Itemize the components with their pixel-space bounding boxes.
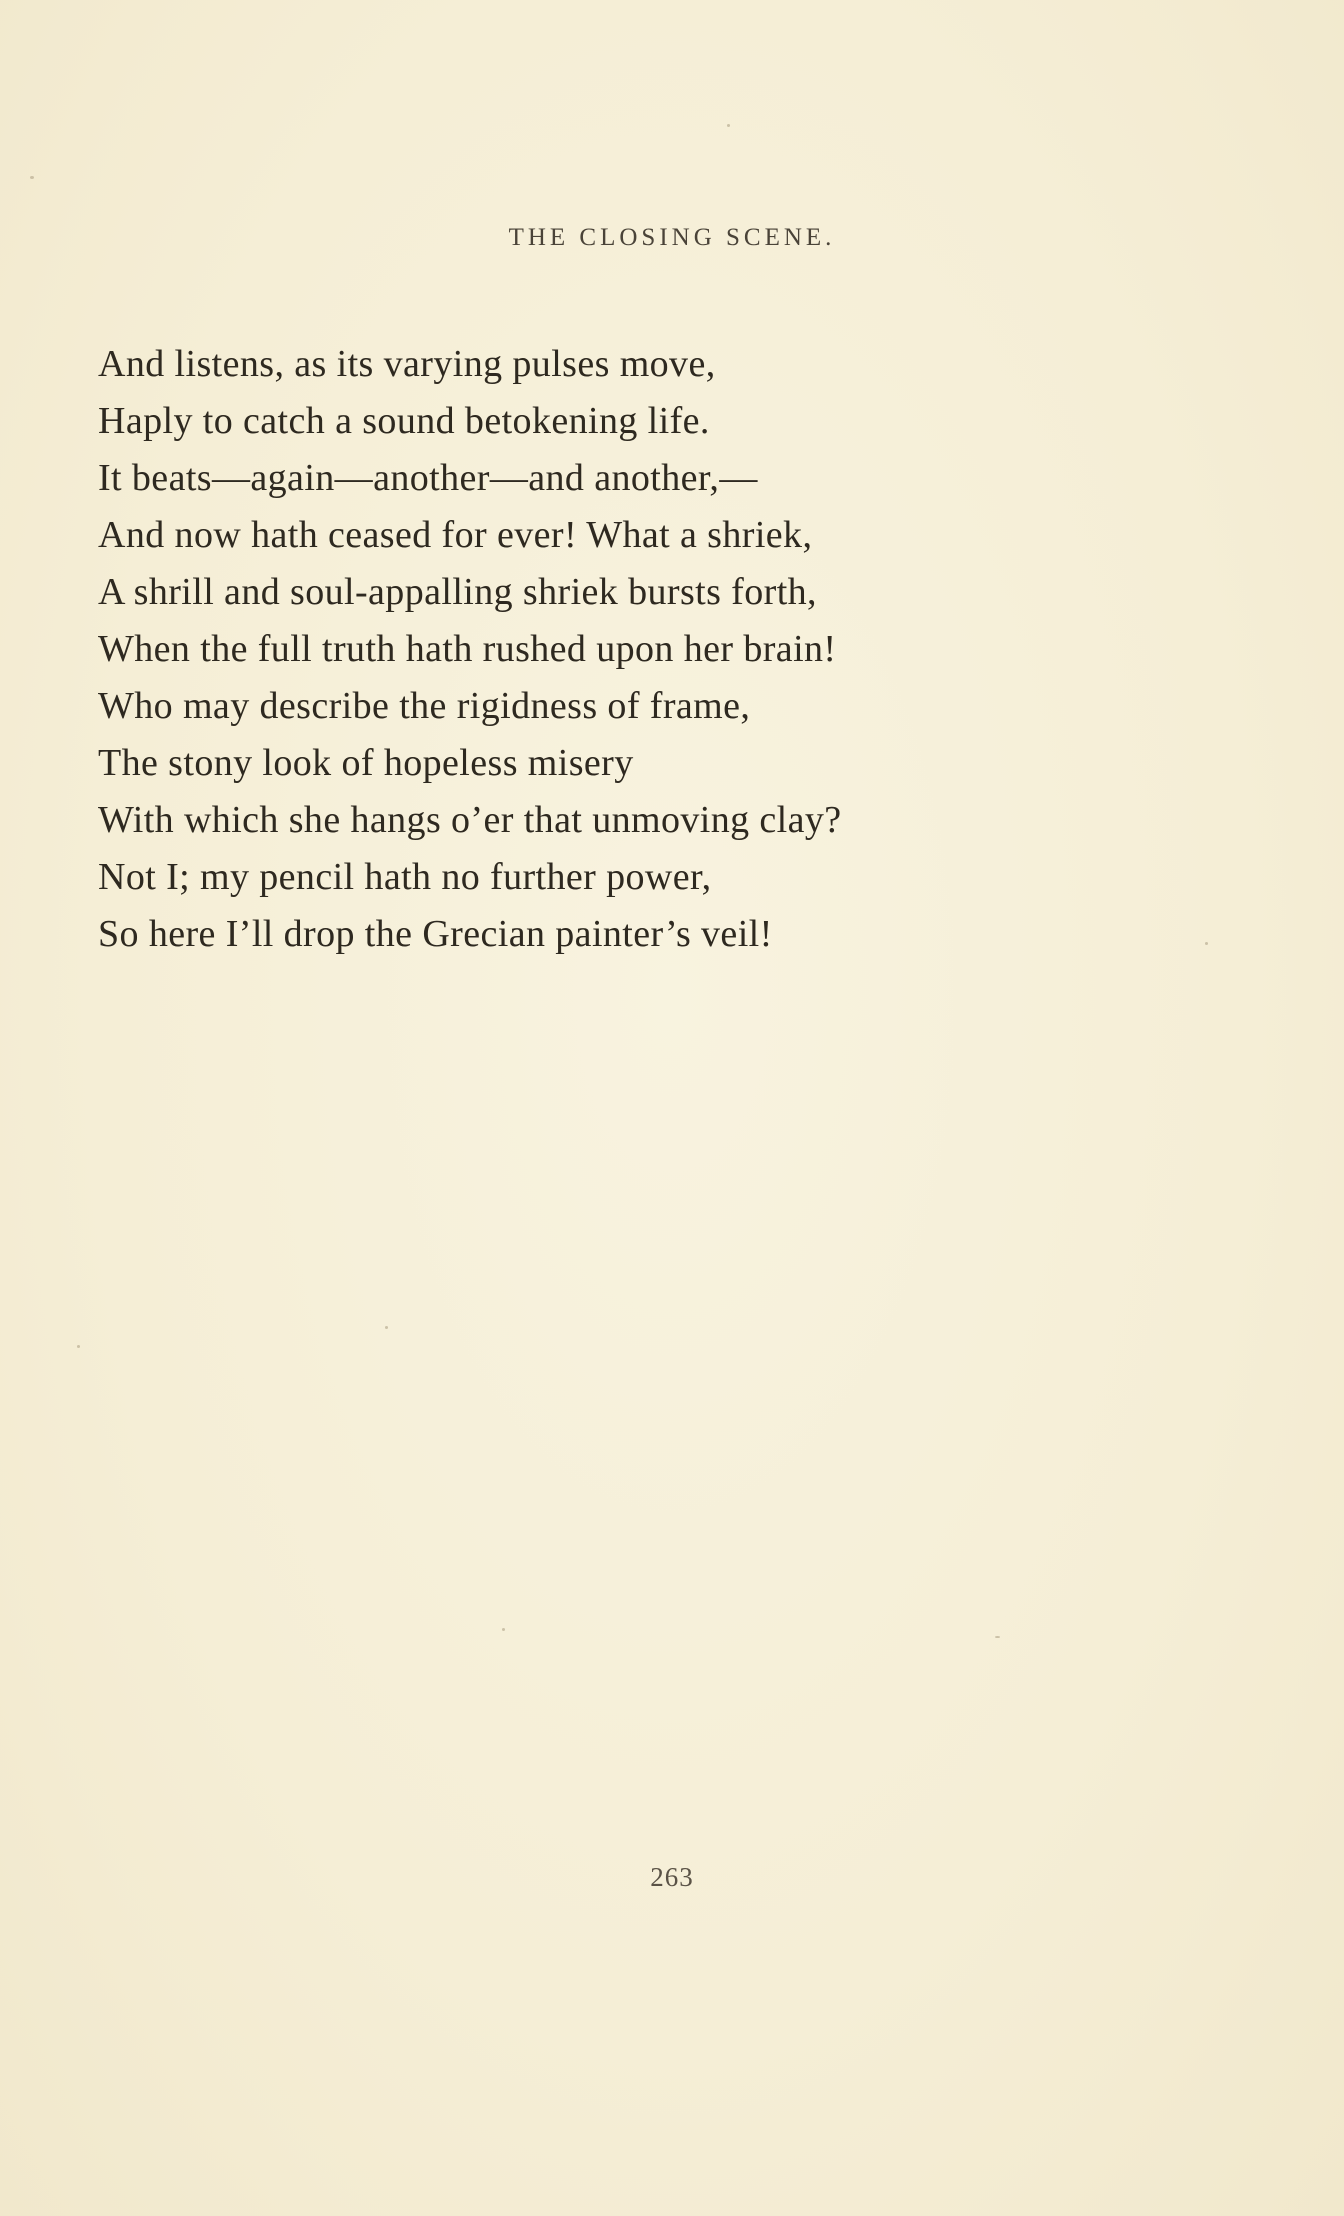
poem-line: And now hath ceased for ever! What a shriek,: [98, 514, 813, 556]
paper-speck: [727, 124, 730, 127]
running-head: THE CLOSING SCENE.: [508, 224, 836, 251]
poem-stanza: [98, 336, 1248, 963]
paper-speck: [385, 1326, 388, 1329]
poem-line: With which she hangs o’er that unmoving clay?: [98, 799, 842, 841]
page-number: 263: [650, 1862, 694, 1892]
poem-line: It beats—again—another—and another,—: [98, 457, 758, 499]
poem-line: The stony look of hopeless misery: [98, 742, 634, 784]
paper-speck: [502, 1628, 505, 1631]
poem-line: So here I’ll drop the Grecian painter’s veil!: [98, 913, 773, 955]
poem-line: When the full truth hath rushed upon her brain!: [98, 628, 837, 670]
poem-line: Not I; my pencil hath no further power,: [98, 856, 712, 898]
poem-line: Who may describe the rigidness of frame,: [98, 685, 751, 727]
paper-speck: [1205, 942, 1208, 945]
poem-line: And listens, as its varying pulses move,: [98, 343, 716, 385]
paper-speck: [77, 1345, 80, 1348]
poem-line: A shrill and soul-appalling shriek bursts forth,: [98, 571, 817, 613]
paper-speck: [30, 176, 34, 179]
poem-line: Haply to catch a sound betokening life.: [98, 400, 710, 442]
paper-speck: [995, 1636, 1000, 1638]
